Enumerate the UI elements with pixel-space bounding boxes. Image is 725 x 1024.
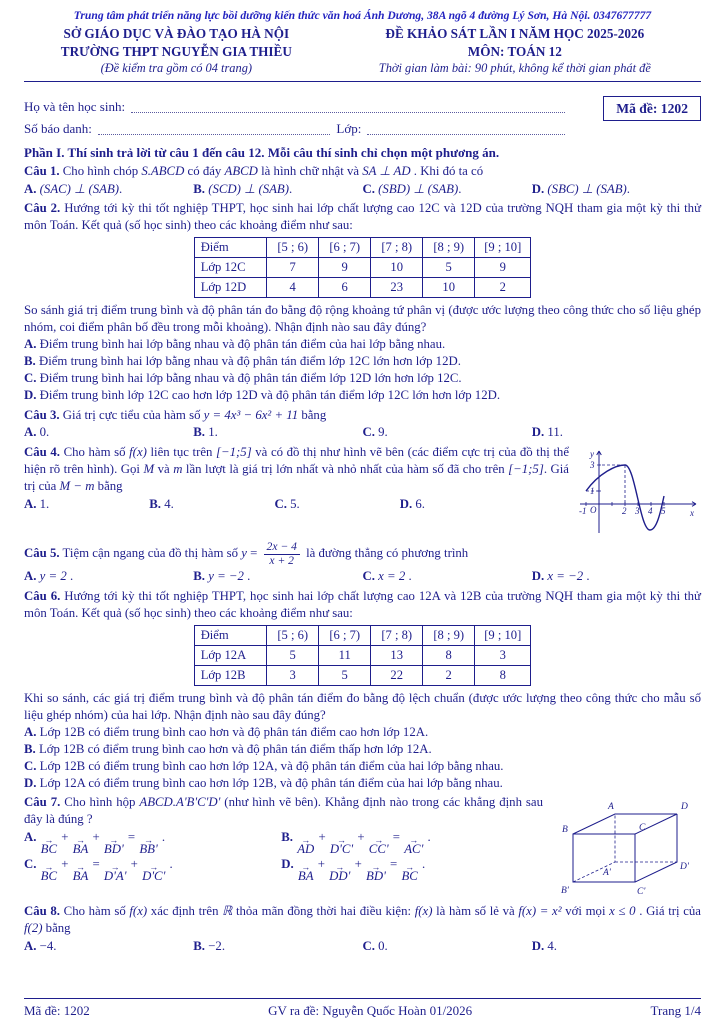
- figure-parallelepiped: [551, 796, 701, 898]
- question-2: [24, 200, 701, 403]
- option-text: → BC + → BA + → BD' = → BB' .: [40, 830, 165, 844]
- option-b: [24, 353, 701, 370]
- option-c: [363, 938, 532, 955]
- option-letter: A.: [24, 569, 37, 584]
- option-b: [24, 741, 701, 758]
- table-cell: [8 ; 9): [423, 626, 475, 646]
- subject-line: MÔN: TOÁN 12: [467, 43, 562, 59]
- option-text: → BC + → BA = → D'A' + → D'C' .: [40, 857, 173, 871]
- options-row: [24, 568, 701, 585]
- option-letter: C.: [24, 856, 37, 871]
- option-text: 4.: [547, 939, 558, 954]
- options-row: [24, 938, 701, 955]
- table-cell: [7 ; 8): [371, 626, 423, 646]
- option-a: [24, 829, 281, 856]
- score-table-12a-12b: [194, 625, 532, 686]
- option-text: −2.: [208, 939, 226, 954]
- option-b: [193, 181, 362, 198]
- vertex-label-d: D: [681, 802, 688, 813]
- footer-author: GV ra đề: Nguyễn Quốc Hoàn 01/2026: [268, 1002, 473, 1018]
- table-cell: 7: [267, 258, 319, 278]
- figure-graph: [577, 446, 701, 536]
- header-left: [24, 25, 329, 76]
- option-letter: D.: [531, 181, 545, 196]
- student-section: [24, 84, 701, 140]
- center-note: Trung tâm phát triển năng lực bồi dưỡng kiến thức văn hoá Ánh Dương, 38A ngõ 4 đường Lý Sơn, Hà Nội. 0347677777: [73, 9, 652, 22]
- option-b: [193, 568, 362, 585]
- option-text: 6.: [415, 497, 426, 512]
- option-text: Lớp 12B có điểm trung bình cao hơn lớp 12A, và độ phân tán điểm của hai lớp bằng nhau.: [39, 758, 504, 773]
- table-cell: Điểm: [194, 626, 267, 646]
- class-dotted-line: [367, 134, 565, 135]
- graph-label-3: 3: [590, 460, 595, 471]
- option-d: [532, 424, 701, 441]
- table-cell: 9: [319, 258, 371, 278]
- option-text: x = −2 .: [547, 569, 590, 584]
- footer-exam-code: Mã đề: 1202: [24, 1002, 90, 1018]
- option-letter: B.: [193, 181, 205, 196]
- option-text: x = 2 .: [378, 569, 412, 584]
- option-text: Điểm trung bình hai lớp bằng nhau và độ phân tán điểm của hai lớp bằng nhau.: [39, 337, 446, 352]
- exam-title: ĐỀ KHẢO SÁT LẦN I NĂM HỌC 2025-2026: [385, 26, 645, 42]
- table-cell: 13: [371, 646, 423, 666]
- table-cell: [5 ; 6): [267, 238, 319, 258]
- option-letter: B.: [149, 497, 161, 512]
- question-paragraph: [24, 541, 701, 567]
- option-letter: B.: [193, 425, 205, 440]
- part1-heading: Phần I. Thí sinh trả lời từ câu 1 đến câu 12. Mỗi câu thí sinh chỉ chọn một phương án.: [24, 144, 500, 160]
- option-text: (SCD) ⊥ (SAB).: [208, 181, 293, 196]
- pages-note: (Đề kiểm tra gồm có 04 trang): [100, 61, 253, 76]
- vertex-label-b: B: [562, 825, 568, 836]
- option-a: [24, 181, 193, 198]
- question-label: Câu 1.: [24, 163, 60, 178]
- option-d: [24, 775, 701, 792]
- option-letter: D.: [531, 569, 545, 584]
- option-d: [532, 181, 701, 198]
- question-5: [24, 541, 701, 585]
- option-text: 1.: [39, 497, 50, 512]
- option-text: 4.: [164, 497, 174, 512]
- option-text: y = −2 .: [208, 569, 251, 584]
- graph-label-x: x: [690, 508, 694, 519]
- option-b: [149, 496, 274, 513]
- box-hidden-edges: [573, 814, 677, 882]
- option-letter: D.: [531, 425, 545, 440]
- question-text: Cho hàm số f(x) xác định trên ℝ thỏa mãn đồng thời hai điều kiện: f(x) là hàm số lẻ và f(x) = x² với mọi x ≤ 0 . Giá trị của f(2) bằng: [24, 904, 701, 936]
- option-c: [24, 856, 281, 883]
- option-text: → AD + → D'C' + → CC' = → AC' .: [296, 830, 431, 844]
- table-row: [194, 258, 531, 278]
- page-footer: [24, 998, 701, 1019]
- question-label: Câu 4.: [24, 445, 60, 460]
- option-b: [281, 829, 538, 856]
- option-d: [532, 938, 701, 955]
- option-d: [532, 568, 701, 585]
- question-label: Câu 8.: [24, 904, 61, 919]
- question-label: Câu 7.: [24, 795, 61, 810]
- option-letter: C.: [24, 370, 37, 385]
- question-paragraph: [24, 588, 701, 622]
- vertex-label-c1: C': [637, 887, 646, 898]
- question-label: Câu 6.: [24, 589, 61, 604]
- option-text: Lớp 12A có điểm trung bình cao hơn lớp 12B, và độ phân tán điểm của hai lớp bằng nhau.: [39, 775, 503, 790]
- table-cell: 5: [423, 258, 475, 278]
- duration-line: Thời gian làm bài: 90 phút, không kể thời gian phát đề: [378, 61, 651, 76]
- option-a: [24, 424, 193, 441]
- graph-label-y: y: [590, 449, 594, 460]
- exam-header: [24, 25, 701, 76]
- options-row: [24, 496, 525, 513]
- question-3: [24, 407, 701, 442]
- question-paragraph: [24, 200, 701, 234]
- student-id-label: Số báo danh:: [24, 121, 92, 137]
- option-b: [193, 424, 362, 441]
- option-text: 5.: [290, 497, 300, 512]
- option-letter: D.: [281, 856, 294, 871]
- option-text: 11.: [547, 425, 563, 440]
- question-paragraph: [24, 903, 701, 937]
- graph-label-1: 1: [590, 486, 595, 497]
- table-cell: [6 ; 7): [319, 626, 371, 646]
- option-letter: A.: [24, 425, 37, 440]
- option-a: [24, 724, 701, 741]
- options-row: [24, 181, 701, 198]
- table-cell: 5: [319, 666, 371, 686]
- vertex-label-a: A: [608, 802, 614, 813]
- vertex-label-b1: B': [561, 886, 569, 897]
- school-line: TRƯỜNG THPT NGUYỄN GIA THIỀU: [60, 43, 292, 59]
- graph-label-4: 4: [648, 506, 653, 517]
- question-text-2: Khi so sánh, các giá trị điểm trung bình và độ phân tán điểm đo bằng độ lệch chuẩn (được ước lượng theo công thức cho mẫu số liệu ghép nhóm) của hai lớp. Nhận định nào sau đây đúng?: [24, 691, 701, 722]
- question-text: Giá trị cực tiểu của hàm số y = 4x³ − 6x² + 11 bằng: [62, 407, 327, 422]
- table-cell: Lớp 12B: [194, 666, 267, 686]
- student-id-row: [24, 116, 571, 138]
- question-text: Hướng tới kỳ thi tốt nghiệp THPT, học sinh hai lớp chất lượng cao 12C và 12D của trường NQH tham gia một kỳ thi thử môn Toán. Kết quả (số học sinh) theo các khoảng điểm như sau:: [24, 201, 701, 233]
- graph-label-5: 5: [661, 506, 666, 517]
- option-text: 9.: [378, 425, 388, 440]
- option-letter: B.: [193, 569, 205, 584]
- option-letter: C.: [362, 181, 375, 196]
- graph-label-2: 2: [622, 506, 627, 517]
- table-header-row: [194, 238, 531, 258]
- question-label: Câu 2.: [24, 201, 61, 216]
- table-cell: Điểm: [194, 238, 267, 258]
- class-label: Lớp:: [336, 121, 362, 137]
- student-name-row: [24, 94, 571, 116]
- table-cell: [8 ; 9): [423, 238, 475, 258]
- table-cell: 9: [475, 258, 531, 278]
- header-right: [329, 25, 701, 76]
- table-cell: 22: [371, 666, 423, 686]
- option-letter: C.: [274, 497, 287, 512]
- option-letter: C.: [362, 425, 375, 440]
- option-letter: D.: [399, 497, 413, 512]
- option-text: Lớp 12B có điểm trung bình cao hơn và độ phân tán điểm cao hơn lớp 12A.: [39, 724, 429, 739]
- option-d: [400, 496, 525, 513]
- option-a: [24, 496, 149, 513]
- student-name-dotted-line: [131, 112, 565, 113]
- option-letter: C.: [362, 939, 375, 954]
- table-cell: Lớp 12D: [194, 278, 267, 298]
- department-line: SỞ GIÁO DỤC VÀ ĐÀO TẠO HÀ NỘI: [63, 26, 290, 42]
- option-letter: A.: [24, 337, 37, 352]
- vertex-label-c: C: [639, 823, 646, 834]
- options-grid: [24, 829, 539, 883]
- question-text-2: So sánh giá trị điểm trung bình và độ phân tán đo bằng độ rộng khoảng tứ phân vị (được ước lượng theo công thức cho số liệu ghép nhóm, coi điểm phân bố đều trong mỗi khoảng). Nhận định nào sau đây đúng?: [24, 303, 701, 335]
- option-letter: A.: [24, 497, 37, 512]
- option-letter: A.: [24, 830, 37, 845]
- question-4: [24, 444, 701, 538]
- table-row: [194, 646, 531, 666]
- option-c: [363, 568, 532, 585]
- option-text: 0.: [39, 425, 50, 440]
- table-cell: [9 ; 10]: [475, 626, 531, 646]
- table-cell: 10: [371, 258, 423, 278]
- options-row: [24, 424, 701, 441]
- table-header-row: [194, 626, 531, 646]
- option-text: 0.: [378, 939, 388, 954]
- question-6: [24, 588, 701, 791]
- exam-code-box: Mã đề: 1202: [603, 96, 701, 122]
- option-a: [24, 336, 701, 353]
- option-letter: C.: [362, 569, 375, 584]
- table-cell: 8: [423, 646, 475, 666]
- question-label: Câu 3.: [24, 407, 60, 422]
- option-c: [24, 758, 701, 775]
- table-cell: 4: [267, 278, 319, 298]
- table-cell: [9 ; 10]: [475, 238, 531, 258]
- option-text: (SBD) ⊥ (SAB).: [378, 181, 462, 196]
- question-1: [24, 163, 701, 198]
- option-c: [363, 424, 532, 441]
- table-cell: [5 ; 6): [267, 626, 319, 646]
- question-text: Hướng tới kỳ thi tốt nghiệp THPT, học sinh hai lớp chất lượng cao 12A và 12B của trường NQH tham gia một kỳ thi thử môn Toán. Kết quả (số học sinh) theo các khoảng điểm như sau:: [24, 589, 701, 621]
- question-8: [24, 903, 701, 955]
- question-text: Cho hình hộp ABCD.A'B'C'D' (như hình vẽ bên). Khẳng định nào trong các khẳng định sau đây là đúng ?: [24, 795, 543, 827]
- table-cell: [6 ; 7): [319, 238, 371, 258]
- option-text: Lớp 12B có điểm trung bình cao hơn và độ phân tán điểm thấp hơn lớp 12A.: [38, 741, 432, 756]
- option-letter: D.: [531, 939, 545, 954]
- question-paragraph: [24, 407, 701, 424]
- table-cell: 6: [319, 278, 371, 298]
- table-cell: 2: [423, 666, 475, 686]
- table-cell: Lớp 12C: [194, 258, 267, 278]
- option-text: y = 2 .: [39, 569, 74, 584]
- option-text: Điểm trung bình hai lớp bằng nhau và độ phân tán điểm lớp 12D lớn hơn lớp 12C.: [39, 370, 462, 385]
- table-cell: 11: [319, 646, 371, 666]
- table-cell: 5: [267, 646, 319, 666]
- option-letter: B.: [193, 939, 205, 954]
- vertex-label-a1: A': [603, 868, 611, 879]
- option-text: Điểm trung bình lớp 12C cao hơn lớp 12D và độ phân tán điểm lớp 12C lớn hơn lớp 12D.: [39, 387, 501, 402]
- student-id-dotted-line: [98, 134, 331, 135]
- option-letter: B.: [24, 741, 36, 756]
- question-label: Câu 5.: [24, 546, 60, 561]
- table-cell: 23: [371, 278, 423, 298]
- table-cell: Lớp 12A: [194, 646, 267, 666]
- option-c: [24, 370, 701, 387]
- table-cell: 8: [475, 666, 531, 686]
- option-text: (SAC) ⊥ (SAB).: [39, 181, 123, 196]
- graph-label-neg1: -1: [579, 506, 587, 517]
- question-text: Cho hàm số f(x) liên tục trên [−1;5] và có đồ thị như hình vẽ bên (các điểm cực trị của đồ thị thể hiện rõ trên hình). Gọi M và m lần lượt là giá trị lớn nhất và nhỏ nhất của hàm số đã cho trên [−1;5]. Giá trị của M − m bằng: [24, 445, 570, 494]
- table-cell: 3: [475, 646, 531, 666]
- option-letter: B.: [24, 353, 36, 368]
- option-letter: D.: [24, 775, 37, 790]
- option-c: [363, 181, 532, 198]
- table-cell: 2: [475, 278, 531, 298]
- option-letter: A.: [24, 181, 37, 196]
- option-letter: A.: [24, 939, 37, 954]
- question-7: [24, 794, 701, 900]
- table-row: [194, 278, 531, 298]
- box-visible-edges: [573, 814, 677, 882]
- option-letter: A.: [24, 724, 37, 739]
- option-text: → BA + → DD' + → BD' = → BC .: [297, 857, 425, 871]
- option-a: [24, 938, 193, 955]
- footer-page-number: Trang 1/4: [650, 1002, 701, 1018]
- option-letter: D.: [24, 387, 37, 402]
- score-table-12c-12d: [194, 237, 532, 298]
- graph-label-origin: O: [590, 505, 597, 516]
- table-cell: 10: [423, 278, 475, 298]
- graph-label-3x: 3: [635, 506, 640, 517]
- question-text: Tiệm cận ngang của đồ thị hàm số y = $\frac{2x - 4}{x + 2}$ là đường thẳng có phương trình: [62, 540, 469, 567]
- option-b: [193, 938, 362, 955]
- table-row: [194, 666, 531, 686]
- option-c: [275, 496, 400, 513]
- option-letter: C.: [24, 758, 37, 773]
- option-d: [24, 387, 701, 404]
- question-paragraph: [24, 163, 701, 180]
- vertex-label-d1: D': [680, 862, 689, 873]
- table-cell: [7 ; 8): [371, 238, 423, 258]
- option-a: [24, 568, 193, 585]
- question-text: Cho hình chóp S.ABCD có đáy ABCD là hình chữ nhật và SA ⊥ AD . Khi đó ta có: [62, 163, 484, 178]
- option-text: 1.: [208, 425, 218, 440]
- student-name-label: Họ và tên học sinh:: [24, 99, 126, 115]
- option-d: [281, 856, 538, 883]
- table-cell: 3: [267, 666, 319, 686]
- option-text: (SBC) ⊥ (SAB).: [547, 181, 630, 196]
- header-divider: [24, 81, 701, 82]
- option-letter: B.: [281, 830, 293, 845]
- option-text: −4.: [39, 939, 57, 954]
- option-text: Điểm trung bình hai lớp bằng nhau và độ phân tán điểm lớp 12C lớn hơn lớp 12D.: [38, 353, 461, 368]
